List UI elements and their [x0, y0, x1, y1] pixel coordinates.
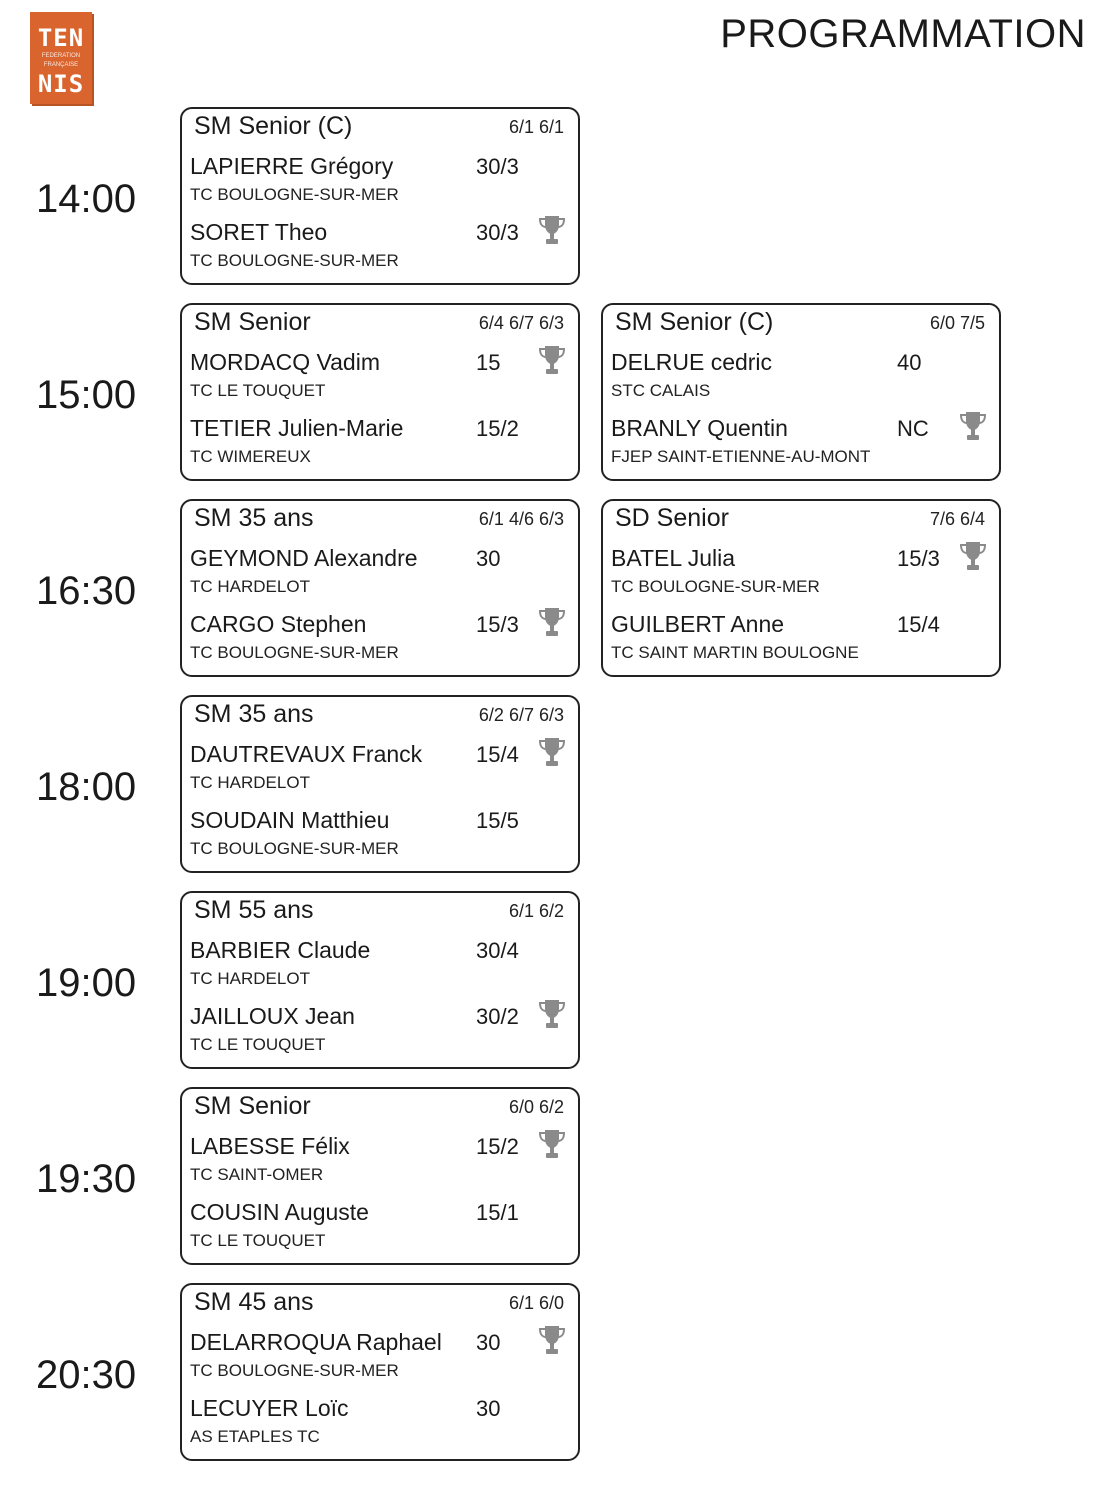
match-category: SM 35 ans	[194, 700, 314, 728]
player-name: MORDACQ Vadim	[190, 349, 380, 375]
match-card	[180, 303, 580, 481]
player-name: DELRUE cedric	[611, 349, 773, 375]
tennis-logo	[30, 12, 92, 104]
player-name: LAPIERRE Grégory	[190, 153, 394, 179]
match-score: 6/1 6/1	[508, 117, 564, 137]
player-ranking: 15/4	[897, 612, 940, 637]
trophy-icon	[538, 213, 566, 247]
player-ranking: 30/2	[476, 1004, 519, 1029]
match-score: 6/2 6/7 6/3	[478, 705, 564, 725]
player-club: TC LE TOUQUET	[190, 1035, 326, 1054]
player-name: CARGO Stephen	[190, 611, 367, 637]
player-ranking: 30	[476, 1330, 501, 1355]
trophy-icon	[538, 343, 566, 377]
player-ranking: 30	[476, 1396, 501, 1421]
match-category: SM Senior (C)	[194, 112, 353, 140]
player-club: TC BOULOGNE-SUR-MER	[190, 185, 399, 204]
player-ranking: 15/2	[476, 416, 519, 441]
match-category: SD Senior	[615, 504, 729, 532]
trophy-icon	[959, 539, 987, 573]
time-label: 19:00	[36, 961, 137, 1005]
match-category: SM 55 ans	[194, 896, 314, 924]
time-label: 18:00	[36, 765, 137, 809]
match-category: SM 35 ans	[194, 504, 314, 532]
match-card	[601, 499, 1001, 677]
player-club: FJEP SAINT-ETIENNE-AU-MONT	[611, 447, 871, 466]
match-card	[601, 303, 1001, 481]
player-name: JAILLOUX Jean	[190, 1003, 355, 1029]
player-name: SOUDAIN Matthieu	[190, 807, 390, 833]
time-label: 16:30	[36, 569, 137, 613]
player-club: TC SAINT-OMER	[190, 1165, 324, 1184]
player-ranking: 30	[476, 546, 501, 571]
time-label: 19:30	[36, 1157, 137, 1201]
player-name: GEYMOND Alexandre	[190, 545, 418, 571]
match-card	[180, 1283, 580, 1461]
trophy-icon	[538, 1323, 566, 1357]
player-club: TC BOULOGNE-SUR-MER	[190, 251, 399, 270]
player-ranking: 30/3	[476, 154, 519, 179]
player-club: STC CALAIS	[611, 381, 711, 400]
player-name: TETIER Julien-Marie	[190, 415, 404, 441]
player-club: TC WIMEREUX	[190, 447, 311, 466]
page-title: PROGRAMMATION	[720, 12, 1086, 56]
player-name: BRANLY Quentin	[611, 415, 788, 441]
player-name: DELARROQUA Raphael	[190, 1329, 442, 1355]
player-club: TC HARDELOT	[190, 969, 310, 988]
match-score: 6/1 6/0	[508, 1293, 564, 1313]
time-label: 14:00	[36, 177, 137, 221]
player-club: AS ETAPLES TC	[190, 1427, 320, 1446]
player-club: TC BOULOGNE-SUR-MER	[611, 577, 820, 596]
player-name: LECUYER Loïc	[190, 1395, 349, 1421]
player-club: TC SAINT MARTIN BOULOGNE	[611, 643, 859, 662]
logo-line-3: NIS	[37, 70, 85, 98]
player-name: DAUTREVAUX Franck	[190, 741, 423, 767]
match-category: SM Senior	[194, 308, 311, 336]
player-name: BARBIER Claude	[190, 937, 371, 963]
player-ranking: NC	[897, 416, 929, 441]
player-name: LABESSE Félix	[190, 1133, 350, 1159]
player-club: TC LE TOUQUET	[190, 1231, 326, 1250]
player-ranking: 15/5	[476, 808, 519, 833]
player-ranking: 15/3	[897, 546, 940, 571]
player-name: SORET Theo	[190, 219, 328, 245]
match-category: SM 45 ans	[194, 1288, 314, 1316]
trophy-icon	[538, 605, 566, 639]
player-club: TC HARDELOT	[190, 577, 310, 596]
match-score: 6/1 6/2	[508, 901, 564, 921]
time-label: 20:30	[36, 1353, 137, 1397]
match-score: 7/6 6/4	[929, 509, 985, 529]
player-ranking: 15	[476, 350, 501, 375]
player-ranking: 30/4	[476, 938, 519, 963]
player-club: TC BOULOGNE-SUR-MER	[190, 839, 399, 858]
player-ranking: 15/4	[476, 742, 519, 767]
trophy-icon	[538, 735, 566, 769]
match-card	[180, 695, 580, 873]
player-club: TC HARDELOT	[190, 773, 310, 792]
trophy-icon	[959, 409, 987, 443]
trophy-icon	[538, 997, 566, 1031]
match-score: 6/0 7/5	[929, 313, 985, 333]
match-category: SM Senior	[194, 1092, 311, 1120]
player-ranking: 15/2	[476, 1134, 519, 1159]
player-ranking: 40	[897, 350, 922, 375]
match-card	[180, 891, 580, 1069]
match-category: SM Senior (C)	[615, 308, 774, 336]
player-ranking: 30/3	[476, 220, 519, 245]
player-name: BATEL Julia	[611, 545, 735, 571]
player-club: TC BOULOGNE-SUR-MER	[190, 1361, 399, 1380]
match-score: 6/1 4/6 6/3	[478, 509, 564, 529]
match-score: 6/0 6/2	[508, 1097, 564, 1117]
match-card	[180, 1087, 580, 1265]
match-score: 6/4 6/7 6/3	[478, 313, 564, 333]
player-ranking: 15/3	[476, 612, 519, 637]
match-card	[180, 499, 580, 677]
player-ranking: 15/1	[476, 1200, 519, 1225]
player-name: COUSIN Auguste	[190, 1199, 369, 1225]
logo-line-2: FÉDÉRATION FRANÇAISE	[41, 53, 81, 68]
time-label: 15:00	[36, 373, 137, 417]
trophy-icon	[538, 1127, 566, 1161]
player-club: TC BOULOGNE-SUR-MER	[190, 643, 399, 662]
match-card	[180, 107, 580, 285]
player-club: TC LE TOUQUET	[190, 381, 326, 400]
logo-line-1: TEN	[37, 24, 85, 52]
player-name: GUILBERT Anne	[611, 611, 785, 637]
